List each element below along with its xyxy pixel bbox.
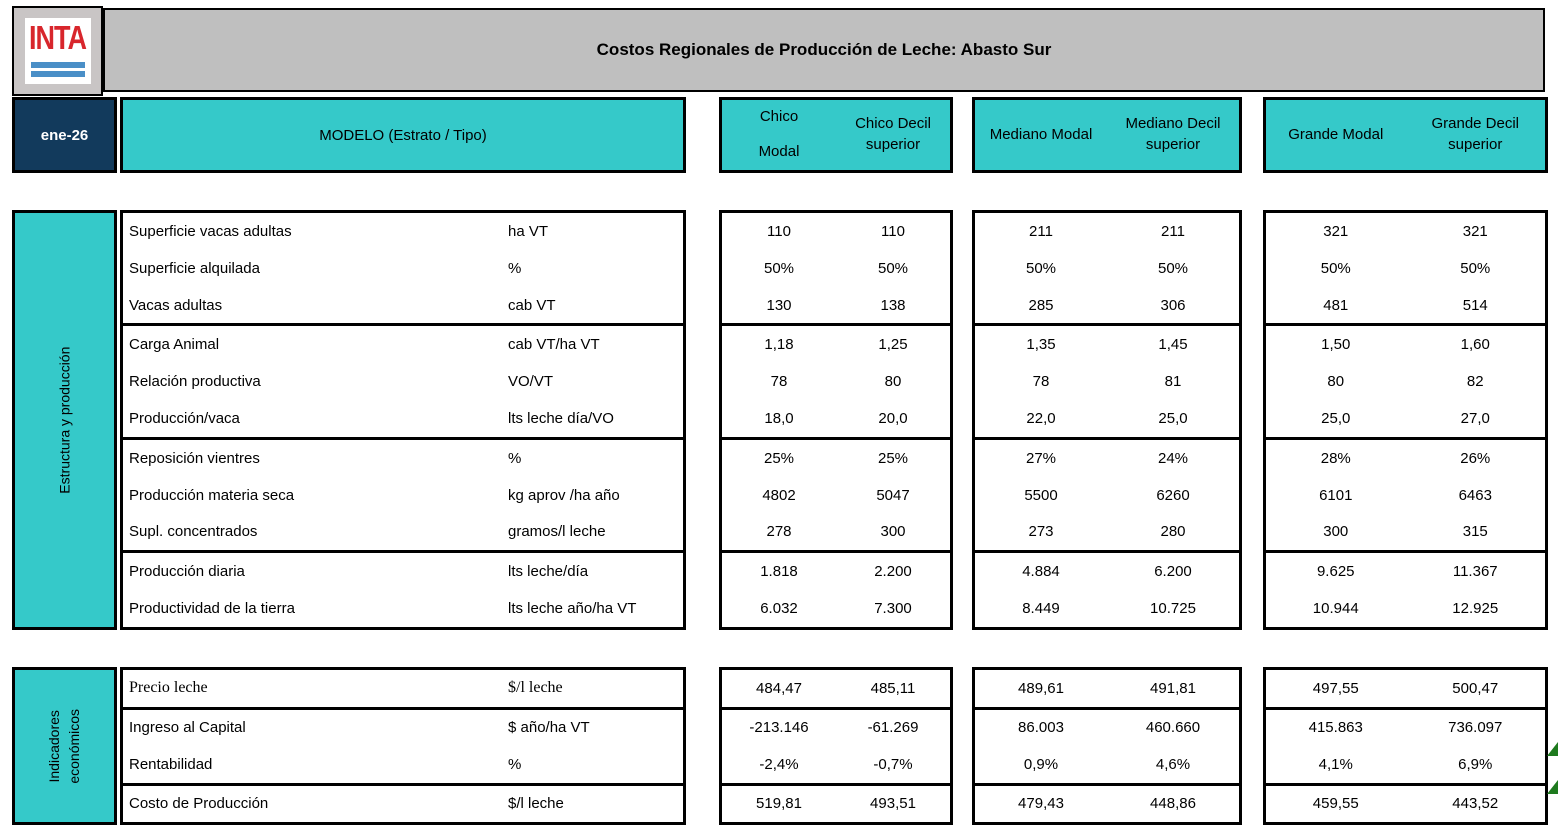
table-row xyxy=(123,746,683,783)
logo-stripe-icon xyxy=(31,62,85,68)
column-group-header-grande xyxy=(1263,97,1548,173)
value-group xyxy=(722,670,950,707)
value-row xyxy=(975,590,1239,627)
value-cell: 27% xyxy=(1025,449,1057,467)
value-cell: 1,25 xyxy=(878,336,908,354)
value-cell: 10.944 xyxy=(1312,600,1359,618)
value-cell: 50% xyxy=(1025,259,1057,277)
value-row xyxy=(975,250,1239,287)
value-row xyxy=(1266,363,1545,400)
value-row xyxy=(722,250,950,287)
model-header-cell: MODELO (Estrato / Tipo) xyxy=(120,97,686,173)
value-cell: 80 xyxy=(884,373,902,391)
value-cell: 5500 xyxy=(1024,486,1058,504)
value-cell: 6,9% xyxy=(1458,755,1493,773)
value-group xyxy=(722,550,950,627)
column-header-cell xyxy=(836,100,950,170)
row-unit: kg aprov /ha año xyxy=(508,486,620,504)
row-label: Ingreso al Capital xyxy=(129,719,246,737)
page-title: Costos Regionales de Producción de Leche: Abasto Sur xyxy=(103,8,1545,92)
value-row xyxy=(975,363,1239,400)
value-group xyxy=(1266,783,1545,823)
table-row xyxy=(123,287,683,324)
value-cell: 50% xyxy=(1460,259,1491,277)
value-cell: 300 xyxy=(880,523,906,541)
value-cell: 10.725 xyxy=(1150,600,1196,618)
value-group xyxy=(975,783,1239,823)
value-cell: 321 xyxy=(1323,222,1349,240)
row-unit: % xyxy=(508,755,522,773)
value-cell: 82 xyxy=(1466,373,1484,391)
row-labels-box xyxy=(120,667,686,825)
row-label: Producción materia seca xyxy=(129,486,295,504)
table-row xyxy=(123,326,683,363)
row-unit: $/l leche xyxy=(508,795,564,813)
value-cell: 138 xyxy=(880,296,906,314)
value-row xyxy=(1266,326,1545,363)
value-cell: 485,11 xyxy=(870,679,916,697)
value-cell: 26% xyxy=(1460,449,1491,467)
value-cell: 273 xyxy=(1028,523,1054,541)
value-cell: 460.660 xyxy=(1145,719,1201,737)
value-row xyxy=(975,553,1239,590)
table-row xyxy=(123,590,683,627)
value-row xyxy=(722,710,950,747)
value-group xyxy=(722,323,950,436)
value-row xyxy=(1266,440,1545,477)
column-header-line: Grande Decil xyxy=(1431,115,1520,133)
value-cell: 110 xyxy=(767,222,791,240)
value-cell: 5047 xyxy=(876,486,910,504)
row-label: Productividad de la tierra xyxy=(129,600,295,618)
value-cell: 4,1% xyxy=(1318,755,1353,773)
value-cell: -213.146 xyxy=(749,719,809,737)
row-label: Superficie alquilada xyxy=(129,259,260,277)
row-label: Reposición vientres xyxy=(129,449,260,467)
value-group xyxy=(722,213,950,323)
value-row xyxy=(975,213,1239,250)
column-header-cell xyxy=(1107,100,1239,170)
value-cell: 519,81 xyxy=(756,795,802,813)
value-cell: 11.367 xyxy=(1452,563,1498,581)
value-cell: 12.925 xyxy=(1452,600,1499,618)
column-header-line: superior xyxy=(865,136,921,153)
value-cell: 481 xyxy=(1323,296,1349,314)
value-cell: 4.884 xyxy=(1022,563,1060,581)
value-cell: 278 xyxy=(766,523,792,541)
value-group xyxy=(1266,550,1545,627)
row-label: Supl. concentrados xyxy=(129,523,258,541)
values-box-chico xyxy=(719,667,953,825)
table-row xyxy=(123,250,683,287)
row-unit: gramos/l leche xyxy=(508,523,606,541)
value-row xyxy=(722,670,950,707)
value-row xyxy=(1266,746,1545,783)
value-cell: 315 xyxy=(1462,523,1488,541)
value-row xyxy=(722,514,950,551)
value-cell: 81 xyxy=(1164,373,1182,391)
column-header-cell xyxy=(1266,100,1406,170)
row-label: Producción diaria xyxy=(129,563,245,581)
value-row xyxy=(1266,514,1545,551)
date-cell: ene-26 xyxy=(12,97,117,173)
value-row xyxy=(722,363,950,400)
table-row xyxy=(123,710,683,747)
row-unit: $/l leche xyxy=(508,679,563,697)
value-row xyxy=(722,786,950,823)
section-band-label: Indicadores económicos xyxy=(46,708,83,784)
row-group xyxy=(123,707,683,783)
value-cell: 24% xyxy=(1157,449,1189,467)
row-label: Superficie vacas adultas xyxy=(129,222,292,240)
table-row xyxy=(123,553,683,590)
value-row xyxy=(1266,213,1545,250)
value-row xyxy=(1266,590,1545,627)
section-band-label: Estructura y producción xyxy=(56,346,73,494)
value-cell: 22,0 xyxy=(1026,409,1056,427)
value-cell: 459,55 xyxy=(1312,795,1359,813)
value-cell: 1,18 xyxy=(764,336,794,354)
value-cell: 28% xyxy=(1320,449,1351,467)
value-group xyxy=(975,213,1239,323)
value-cell: 500,47 xyxy=(1452,679,1499,697)
value-cell: 50% xyxy=(877,259,909,277)
value-group xyxy=(1266,323,1545,436)
value-cell: 6.200 xyxy=(1154,563,1192,581)
row-group xyxy=(123,323,683,436)
section-estructura-y-produccion xyxy=(0,210,1558,630)
row-unit: ha VT xyxy=(508,222,549,240)
row-unit: lts leche año/ha VT xyxy=(508,600,637,618)
value-group xyxy=(722,783,950,823)
value-cell: 280 xyxy=(1160,523,1186,541)
column-header-cell xyxy=(722,100,836,170)
column-header-line: Mediano Modal xyxy=(989,125,1093,143)
value-cell: 1,60 xyxy=(1460,336,1490,354)
value-cell: 27,0 xyxy=(1460,409,1490,427)
value-row xyxy=(975,440,1239,477)
value-cell: 1,45 xyxy=(1158,336,1188,354)
column-header-line: Chico xyxy=(759,108,799,126)
value-row xyxy=(1266,553,1545,590)
value-cell: 78 xyxy=(1032,373,1050,391)
row-unit: % xyxy=(508,259,522,277)
row-group xyxy=(123,550,683,627)
row-label: Producción/vaca xyxy=(129,409,240,427)
values-box-mediano xyxy=(972,667,1242,825)
value-group xyxy=(1266,707,1545,783)
value-group xyxy=(975,437,1239,550)
value-cell: 489,61 xyxy=(1018,679,1064,697)
value-cell: 6.032 xyxy=(760,600,798,618)
value-cell: 7.300 xyxy=(874,600,912,618)
row-group xyxy=(123,213,683,323)
value-cell: 9.625 xyxy=(1316,563,1355,581)
value-cell: 285 xyxy=(1028,296,1054,314)
column-header-line: Modal xyxy=(758,143,800,160)
table-row xyxy=(123,363,683,400)
value-cell: 25% xyxy=(763,449,795,467)
logo-stripe-icon xyxy=(31,71,85,77)
value-group xyxy=(975,670,1239,707)
value-cell: 448,86 xyxy=(1150,795,1196,813)
inta-logo xyxy=(12,6,103,96)
value-cell: 78 xyxy=(770,373,788,391)
value-cell: 86.003 xyxy=(1018,719,1064,737)
value-row xyxy=(975,670,1239,707)
value-group xyxy=(1266,213,1545,323)
value-cell: 479,43 xyxy=(1018,795,1064,813)
value-group xyxy=(975,707,1239,783)
value-cell: 491,81 xyxy=(1150,679,1196,697)
value-row xyxy=(722,287,950,324)
column-header-cell xyxy=(1406,100,1546,170)
value-row xyxy=(1266,710,1545,747)
section-band xyxy=(12,210,117,630)
value-cell: 25% xyxy=(877,449,909,467)
table-row xyxy=(123,670,683,707)
row-unit: cab VT/ha VT xyxy=(508,336,600,354)
value-cell: 443,52 xyxy=(1452,795,1499,813)
table-row xyxy=(123,400,683,437)
value-row xyxy=(722,746,950,783)
value-group xyxy=(975,550,1239,627)
table-row xyxy=(123,786,683,823)
value-row xyxy=(722,326,950,363)
value-row xyxy=(975,514,1239,551)
value-cell: 1,50 xyxy=(1321,336,1351,354)
row-label: Precio leche xyxy=(129,679,208,697)
row-label: Vacas adultas xyxy=(129,296,223,314)
value-row xyxy=(975,477,1239,514)
value-row xyxy=(1266,250,1545,287)
column-header-line: Grande Modal xyxy=(1288,125,1384,143)
value-cell: 18,0 xyxy=(764,409,794,427)
value-cell: 736.097 xyxy=(1448,719,1503,737)
value-cell: 8.449 xyxy=(1022,600,1060,618)
row-label: Carga Animal xyxy=(129,336,220,354)
value-cell: 50% xyxy=(1320,259,1351,277)
row-group xyxy=(123,437,683,550)
column-group-header-mediano xyxy=(972,97,1242,173)
row-unit: % xyxy=(508,449,522,467)
value-row xyxy=(975,400,1239,437)
row-unit: lts leche/día xyxy=(508,563,589,581)
value-cell: 50% xyxy=(763,259,795,277)
value-row xyxy=(1266,477,1545,514)
value-cell: 415.863 xyxy=(1308,719,1363,737)
column-group-header-chico xyxy=(719,97,953,173)
value-cell: 0,9% xyxy=(1023,755,1059,773)
value-cell: 306 xyxy=(1160,296,1186,314)
value-group xyxy=(1266,437,1545,550)
column-header-line: superior xyxy=(1145,136,1201,153)
value-cell: 211 xyxy=(1161,222,1185,240)
values-box-chico xyxy=(719,210,953,630)
value-row xyxy=(722,213,950,250)
inta-logo-inner xyxy=(25,18,91,84)
value-cell: 6463 xyxy=(1458,486,1492,504)
value-cell: 497,55 xyxy=(1312,679,1359,697)
values-box-grande xyxy=(1263,667,1548,825)
value-cell: -2,4% xyxy=(759,755,799,773)
value-row xyxy=(975,326,1239,363)
value-cell: -61.269 xyxy=(867,719,919,737)
row-group xyxy=(123,670,683,707)
row-unit: $ año/ha VT xyxy=(508,719,590,737)
value-cell: 300 xyxy=(1323,523,1349,541)
value-cell: 4802 xyxy=(762,486,796,504)
row-label: Rentabilidad xyxy=(129,755,213,773)
value-cell: 1.818 xyxy=(760,563,798,581)
value-cell: 4,6% xyxy=(1155,755,1191,773)
value-group xyxy=(722,707,950,783)
value-row xyxy=(1266,670,1545,707)
row-unit: cab VT xyxy=(508,296,556,314)
value-cell: 1,35 xyxy=(1026,336,1056,354)
value-row xyxy=(722,553,950,590)
value-cell: 493,51 xyxy=(870,795,916,813)
column-header-line: Chico Decil xyxy=(855,115,931,133)
value-row xyxy=(722,400,950,437)
row-labels-box xyxy=(120,210,686,630)
value-group xyxy=(722,437,950,550)
inta-logo-text: INTA xyxy=(29,19,86,57)
value-row xyxy=(1266,287,1545,324)
section-band xyxy=(12,667,117,825)
column-header-line: superior xyxy=(1448,136,1503,153)
value-cell: 514 xyxy=(1462,296,1488,314)
value-cell: 6101 xyxy=(1319,486,1353,504)
value-row xyxy=(975,746,1239,783)
section-indicadores-economicos xyxy=(0,667,1558,825)
table-row xyxy=(123,477,683,514)
value-cell: 321 xyxy=(1462,222,1488,240)
row-unit: VO/VT xyxy=(508,373,554,391)
value-cell: -0,7% xyxy=(873,755,913,773)
value-row xyxy=(1266,400,1545,437)
value-cell: 25,0 xyxy=(1158,409,1188,427)
table-row xyxy=(123,514,683,551)
row-label: Relación productiva xyxy=(129,373,261,391)
row-label: Costo de Producción xyxy=(129,795,269,813)
value-cell: 20,0 xyxy=(878,409,908,427)
value-row xyxy=(975,287,1239,324)
column-header-line: Mediano Decil xyxy=(1125,115,1221,133)
value-group xyxy=(975,323,1239,436)
value-cell: 25,0 xyxy=(1321,409,1351,427)
row-unit: lts leche día/VO xyxy=(508,409,614,427)
values-box-mediano xyxy=(972,210,1242,630)
value-cell: 130 xyxy=(766,296,792,314)
value-row xyxy=(722,440,950,477)
values-box-grande xyxy=(1263,210,1548,630)
value-cell: 110 xyxy=(881,222,905,240)
row-group xyxy=(123,783,683,823)
column-header-cell xyxy=(975,100,1107,170)
value-row xyxy=(722,590,950,627)
value-row xyxy=(722,477,950,514)
value-cell: 50% xyxy=(1157,259,1189,277)
table-row xyxy=(123,440,683,477)
value-row xyxy=(1266,786,1545,823)
value-cell: 211 xyxy=(1029,222,1053,240)
value-group xyxy=(1266,670,1545,707)
value-cell: 6260 xyxy=(1156,486,1190,504)
value-cell: 80 xyxy=(1327,373,1345,391)
value-cell: 484,47 xyxy=(756,679,802,697)
value-row xyxy=(975,710,1239,747)
value-cell: 2.200 xyxy=(874,563,912,581)
value-row xyxy=(975,786,1239,823)
table-row xyxy=(123,213,683,250)
